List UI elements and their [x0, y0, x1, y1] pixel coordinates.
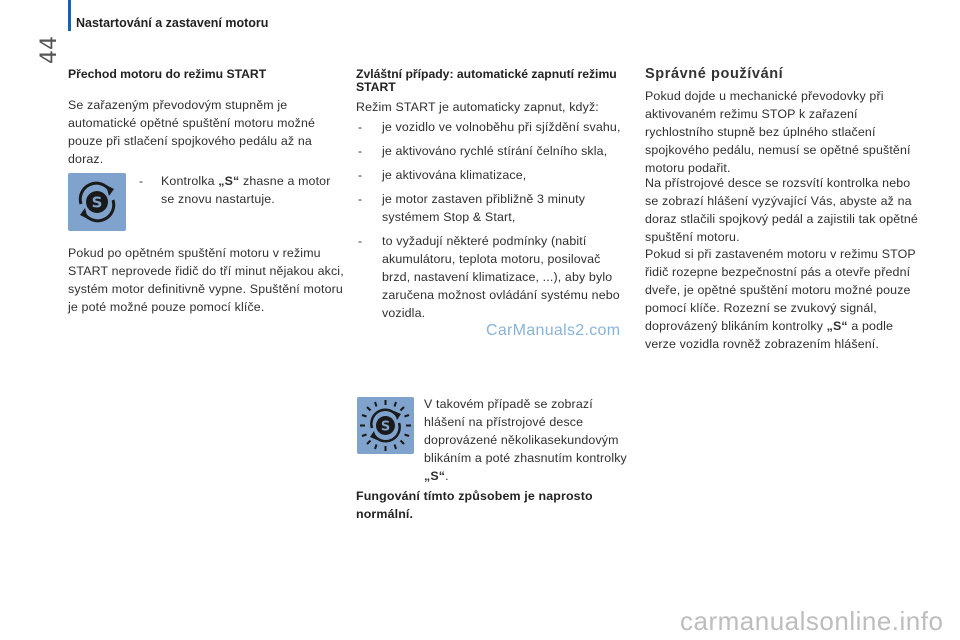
list-item: - je motor zastaven přibližně 3 minuty systémem Stop & Start, — [356, 190, 631, 226]
list-item: - to vyžadují některé podmínky (nabití akumulátoru, teplota motoru, posilovač brzd, nastavení klimatizace, ...), aby bylo zaručena možnost ovládání systému nebo vozidla. — [356, 232, 631, 322]
list-item: - je aktivováno rychlé stírání čelního skla, — [356, 142, 631, 160]
svg-text:S: S — [91, 193, 103, 212]
section-heading-correct-use: Správné používání — [645, 66, 784, 82]
paragraph-three-minutes: Pokud po opětném spuštění motoru v režimu START neprovede řidič do tří minut nějakou akci, systém motor definitivně vypne. Spuštění motoru je poté možné pouze pomocí klíče. — [68, 246, 344, 314]
watermark-carmanuals2: CarManuals2.com — [486, 322, 621, 339]
section-heading-special-cases: Zvláštní případy: automatické zapnutí režimu START — [356, 67, 617, 94]
list-item: - je aktivována klimatizace, — [356, 166, 631, 184]
bullet-indicator-s: - Kontrolka „S“ zhasne a motor se znovu nastartuje. — [139, 174, 331, 206]
stop-start-s-icon — [68, 173, 126, 231]
watermark-carmanualsonline: carmanualsonline.info — [680, 606, 944, 636]
paragraph-dashboard-warning: Na přístrojové desce se rozsvítí kontrolka nebo se zobrazí hlášení vyzývající Vás, abyste až na doraz stlačili spojkový pedál a zajistili tak opětné spuštění motoru. — [645, 176, 918, 244]
svg-text:S: S — [380, 419, 391, 435]
intro-auto-start: Režim START je automaticky zapnut, když: — [356, 100, 599, 114]
page-number: 44 — [37, 36, 62, 64]
stop-start-s-flashing-icon — [357, 397, 414, 454]
closing-note-normal-operation: Fungování tímto způsobem je naprosto normální. — [356, 489, 593, 521]
list-item: - je vozidlo ve volnoběhu při sjíždění svahu, — [356, 118, 631, 136]
header-accent-bar — [68, 0, 71, 31]
chapter-title: Nastartování a zastavení motoru — [76, 16, 269, 30]
paragraph-manual-gearbox: Pokud dojde u mechanické převodovky při aktivovaném režimu STOP k zařazení rychlostního stupně bez úplného stlačení spojkového pedálu, nemusí se opětné spuštění motoru podařit. — [645, 89, 911, 175]
paragraph-flashing-note: V takovém případě se zobrazí hlášení na přístrojové desce doprovázené několikasekundovým blikáním a poté zhasnutím kontrolky „S“. — [424, 397, 627, 483]
paragraph-seatbelt-door: Pokud si při zastaveném motoru v režimu STOP řidič rozepne bezpečnostní pás a otevře přední dveře, je opětné spuštění motoru možné pouze pomocí klíče. Rozezní se zvukový signál, doprovázený blikáním kontrolky „S“ a podle verze vozidla rovněž zobrazením hlášení. — [645, 247, 916, 351]
paragraph-start-mode: Se zařazeným převodovým stupněm je automatické opětné spuštění motoru možné pouze při stlačení spojkového pedálu až na doraz. — [68, 98, 316, 166]
section-heading-start-mode: Přechod motoru do režimu START — [68, 67, 267, 81]
conditions-list — [356, 118, 631, 328]
